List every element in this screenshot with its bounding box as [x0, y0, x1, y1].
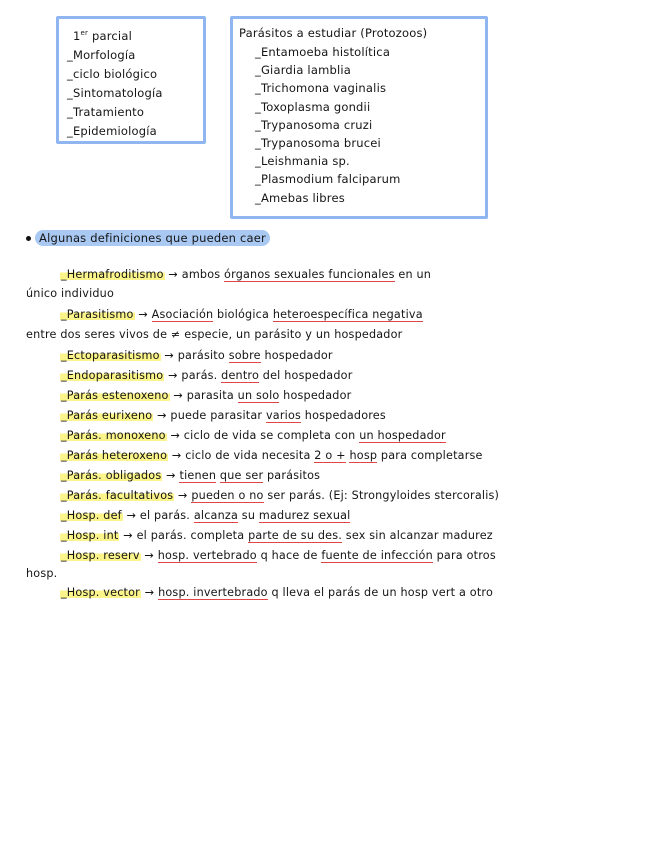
parasite-item: _Trichomona vaginalis — [255, 81, 387, 96]
definition-text: hospedador — [279, 389, 352, 402]
definition-line — [60, 407, 386, 425]
parasite-item: _Trypanosoma brucei — [255, 136, 381, 151]
definition-text: hospedadores — [301, 409, 386, 422]
definition-text: → el parás. — [122, 509, 194, 522]
underlined-text: alcanza — [193, 509, 239, 522]
underlined-text: un hospedador — [359, 429, 446, 442]
definition-line — [60, 487, 499, 505]
underlined-text: 2 o + — [314, 449, 346, 462]
parasite-item: _Amebas libres — [255, 190, 345, 205]
definition-text: → — [162, 469, 180, 482]
underlined-text: que ser — [219, 469, 264, 482]
definition-line: entre dos seres vivos de ≠ especie, un parásito y un hospedador — [26, 328, 403, 341]
parasite-item: _Toxoplasma gondii — [255, 99, 371, 114]
parasites-box — [230, 16, 488, 219]
definition-line: único individuo — [26, 287, 115, 300]
definition-text: → parasita — [169, 389, 238, 402]
topic-item: _ciclo biológico — [67, 67, 158, 81]
underlined-text: Asociación — [151, 308, 214, 321]
underlined-text: varios — [265, 409, 302, 422]
underlined-text: heteroespecífica negativa — [272, 308, 423, 321]
definition-text: → — [174, 489, 192, 502]
topic-item: _Epidemiología — [67, 124, 157, 138]
heading-text: Algunas definiciones que pueden caer — [35, 230, 270, 246]
definition-line — [60, 367, 353, 385]
definition-line — [60, 584, 493, 602]
definition-text: → ambos — [164, 268, 225, 281]
definition-line — [60, 427, 446, 445]
definition-text: en un — [394, 268, 432, 281]
topic-item: _Sintomatología — [67, 86, 163, 100]
underlined-text: pueden o no — [191, 489, 264, 502]
definition-term: _Hosp. vector — [61, 586, 140, 599]
title-ordinal: er — [80, 29, 89, 37]
definition-text: → — [140, 586, 159, 599]
underlined-text: fuente de infección — [321, 549, 433, 562]
definition-line — [60, 527, 493, 545]
definition-text: q lleva el parás de un hosp vert a otro — [267, 586, 494, 599]
definition-term: _Parás heteroxeno — [61, 449, 168, 462]
underlined-text: tienen — [179, 469, 217, 482]
definition-term: _Parasitismo — [61, 308, 134, 321]
definition-term: _Hermafroditismo — [61, 268, 164, 281]
definition-line — [60, 306, 423, 324]
section-heading — [26, 231, 270, 245]
bullet-icon — [26, 236, 31, 241]
underlined-text: dentro — [221, 369, 260, 382]
definition-line — [60, 387, 351, 405]
definition-text: → parásito — [160, 349, 229, 362]
topics-title — [67, 23, 197, 46]
underlined-text: sobre — [228, 349, 261, 362]
definition-text: → puede parasitar — [153, 409, 266, 422]
definition-line — [60, 266, 431, 284]
definition-term: _Parás eurixeno — [61, 409, 153, 422]
parasite-item: _Giardia lamblia — [255, 63, 352, 78]
parasite-item: _Leishmania sp. — [255, 154, 350, 169]
definition-line: hosp. — [26, 567, 58, 580]
title-text: parcial — [88, 29, 132, 43]
definition-text: parásitos — [263, 469, 321, 482]
definition-term: _Endoparasitismo — [61, 369, 164, 382]
definition-line — [60, 347, 333, 365]
definition-term: _Hosp. def — [61, 509, 122, 522]
definition-term: _Parás. facultativos — [61, 489, 174, 502]
title-number: 1 — [73, 29, 81, 43]
definition-term: _Parás. obligados — [61, 469, 162, 482]
underlined-text: hosp — [349, 449, 378, 462]
definition-term: _Parás estenoxeno — [61, 389, 169, 402]
definition-text: biológica — [213, 308, 273, 321]
underlined-text: parte de su des. — [248, 529, 343, 542]
definition-text: q hace de — [256, 549, 322, 562]
definition-line — [60, 467, 320, 485]
definition-term: _Ectoparasitismo — [61, 349, 160, 362]
definition-text: → — [140, 549, 158, 562]
definition-line — [60, 547, 496, 565]
definition-text: sex sin alcanzar madurez — [342, 529, 493, 542]
underlined-text: un solo — [237, 389, 280, 402]
definition-text: para completarse — [377, 449, 483, 462]
definition-line — [60, 507, 350, 525]
definition-text: → ciclo de vida necesita — [168, 449, 315, 462]
underlined-text: hosp. invertebrado — [158, 586, 268, 599]
underlined-text: hosp. vertebrado — [157, 549, 257, 562]
definition-text: del hospedador — [259, 369, 353, 382]
definition-term: _Hosp. reserv — [61, 549, 140, 562]
underlined-text: madurez sexual — [258, 509, 351, 522]
underlined-text: órganos sexuales funcionales — [224, 268, 395, 281]
topics-box — [56, 16, 206, 144]
topic-item: _Morfología — [67, 48, 136, 62]
definition-text: hospedador — [260, 349, 333, 362]
definition-term: _Parás. monoxeno — [61, 429, 166, 442]
definition-text: su — [238, 509, 259, 522]
definition-text: → ciclo de vida se completa con — [166, 429, 360, 442]
definition-text: → — [134, 308, 152, 321]
parasite-item: _Plasmodium falciparum — [255, 172, 401, 187]
parasite-item: _Trypanosoma cruzi — [255, 117, 373, 132]
parasite-item: _Entamoeba histolítica — [255, 45, 391, 59]
definition-text: ser parás. (Ej: Strongyloides stercoralis) — [263, 489, 500, 502]
definition-text: para otros — [432, 549, 496, 562]
definition-term: _Hosp. int — [61, 529, 119, 542]
definition-text: → el parás. completa — [119, 529, 249, 542]
topic-item: _Tratamiento — [67, 105, 145, 119]
definition-text: → parás. — [164, 369, 222, 382]
parasites-title: Parásitos a estudiar (Protozoos) — [239, 26, 428, 40]
definition-line — [60, 447, 483, 465]
